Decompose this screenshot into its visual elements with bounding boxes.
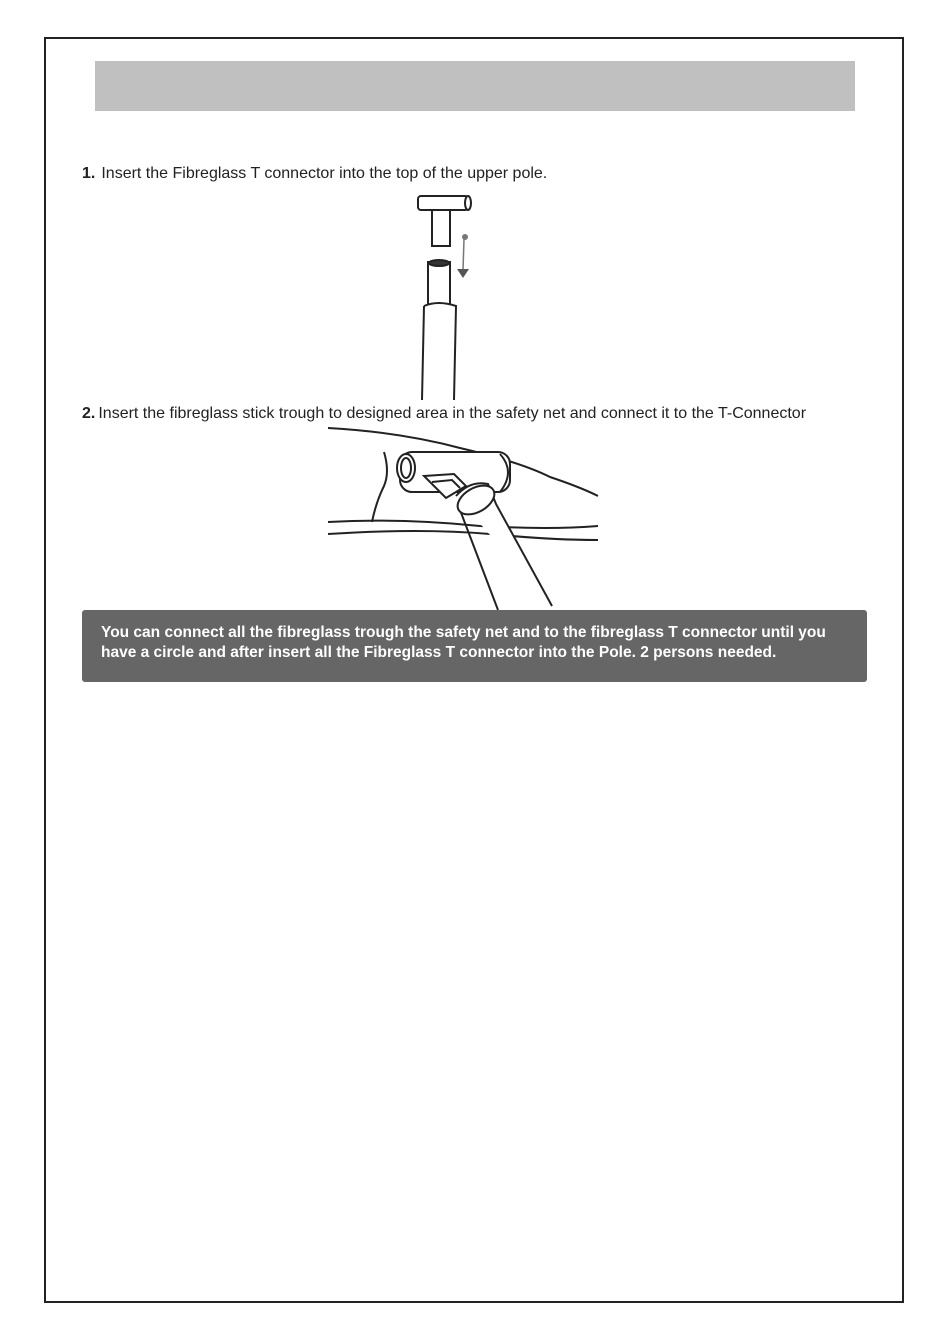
upper-pole-opening <box>429 260 449 266</box>
t-connector-stem <box>432 210 450 246</box>
step-1-number: 1. <box>82 165 96 182</box>
net-lower-edge <box>328 531 598 540</box>
note-box <box>82 610 867 682</box>
t-connector-bar <box>418 196 468 210</box>
header-bar <box>95 61 855 111</box>
net-fold <box>372 452 387 522</box>
step-2-number: 2. <box>82 405 96 422</box>
t-connector-pole-illustration <box>400 190 500 400</box>
lower-pole <box>422 303 456 400</box>
arrow-head <box>457 269 469 278</box>
net-bottom-edge <box>328 521 598 528</box>
note-text: You can connect all the fibreglass trough the safety net and to the fibreglass T connector until you have a circle and after insert all the Fibreglass T connector into the Pole. 2 persons needed. <box>101 624 826 661</box>
upper-pole <box>428 262 450 308</box>
t-connector-bar-end <box>465 196 471 210</box>
net-connection-illustration <box>320 422 610 612</box>
arrow-line <box>463 239 464 270</box>
step-2-text: Insert the fibreglass stick trough to designed area in the safety net and connect it to the T-Connector <box>98 405 807 422</box>
stick-end-inner <box>401 458 411 478</box>
step-1 <box>82 164 547 184</box>
arrow-dot <box>462 234 468 240</box>
step-1-text: Insert the Fibreglass T connector into the top of the upper pole. <box>101 165 548 182</box>
